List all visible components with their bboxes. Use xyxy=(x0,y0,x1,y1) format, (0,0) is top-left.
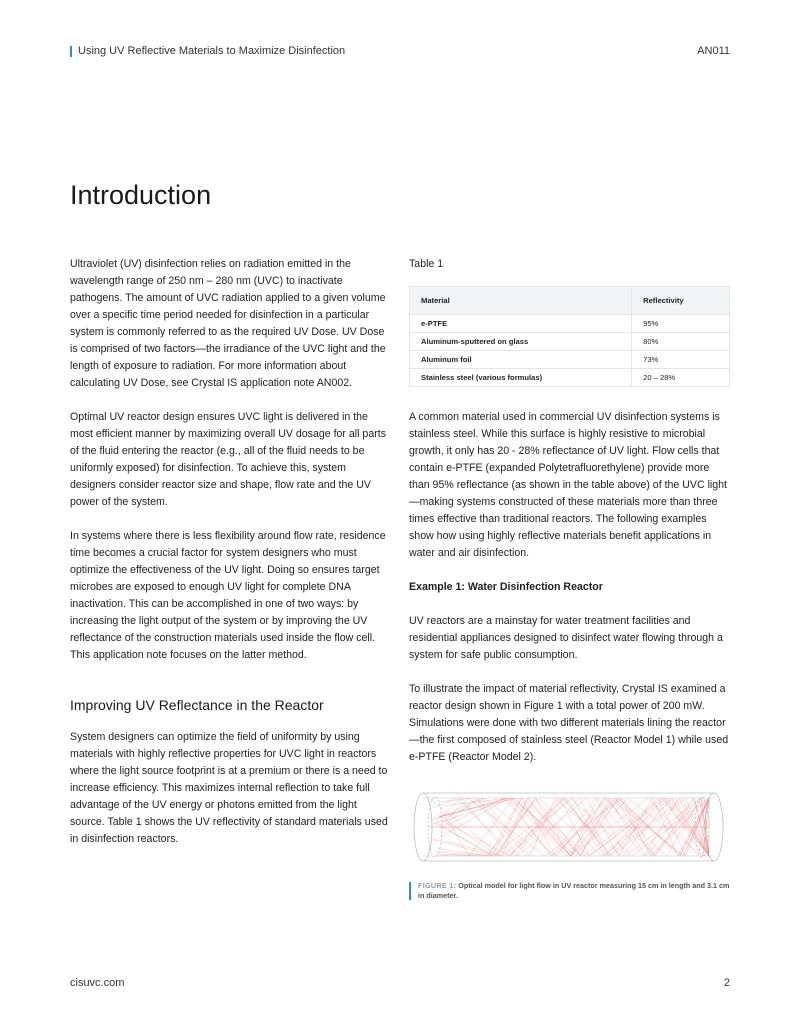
header-title: Using UV Reflective Materials to Maximize Disinfection xyxy=(78,45,346,57)
table-cell-material: Aluminum foil xyxy=(410,351,632,369)
figure-caption-text: Optical model for light flow in UV reactor measuring 15 cm in length and 3.1 cm in diameter. xyxy=(418,881,730,900)
intro-paragraph-3: In systems where there is less flexibility around flow rate, residence time becomes a crucial factor for system designers who must optimize the effectiveness of the UV light. Doing so ensures target microbes are exposed to enough UV light for complete DNA inactivation. This can be accomplished in one of two ways: by increasing the light output of the system or by improving the UV reflectance of the construction materials used inside the flow cell. This application note focuses on the latter method. xyxy=(70,530,386,661)
left-column xyxy=(70,256,392,865)
footer-site: cisuvc.com xyxy=(70,977,125,989)
table-header-row xyxy=(410,287,730,315)
table-row xyxy=(410,369,730,387)
right-paragraph-2: UV reactors are a mainstay for water treatment facilities and residential appliances designed to disinfect water flowing through a system for safe public consumption. xyxy=(409,615,723,661)
table-row xyxy=(410,315,730,333)
header-doc-code: AN011 xyxy=(697,45,730,57)
table-cell-reflectivity: 95% xyxy=(632,315,730,333)
reflectivity-table xyxy=(409,286,730,387)
table-row xyxy=(410,351,730,369)
table-header-reflectivity: Reflectivity xyxy=(632,287,730,315)
section-paragraph: System designers can optimize the field of uniformity by using materials with highly reflective properties for UVC light in reactors where the light source footprint is at a premium or there is a need to increase efficiency. This maximizes internal reflection to take full advantage of the UV energy or photons emitted from the light source. Table 1 shows the UV reflectivity of standard materials used in disinfection reactors. xyxy=(70,731,388,845)
right-column xyxy=(409,256,730,901)
page-title: Introduction xyxy=(70,180,212,210)
table-header-material: Material xyxy=(410,287,632,315)
table-cell-reflectivity: 80% xyxy=(632,333,730,351)
intro-paragraph-2: Optimal UV reactor design ensures UVC light is delivered in the most efficient manner by maximizing overall UV dosage for all parts of the fluid entering the reactor (e.g., all of the fluid needs to be uniformly exposed) for disinfection. To achieve this, system designers consider reactor size and shape, flow rate and the UV power of the system. xyxy=(70,411,386,508)
figure-caption xyxy=(409,881,730,901)
figure-caption-accent-bar xyxy=(409,882,411,900)
table-cell-reflectivity: 73% xyxy=(632,351,730,369)
section-heading: Improving UV Reflectance in the Reactor xyxy=(70,697,324,713)
intro-paragraph-1: Ultraviolet (UV) disinfection relies on radiation emitted in the wavelength range of 250 nm – 280 nm (UVC) to inactivate pathogens. The amount of UVC radiation applied to a given volume over a specific time period needed for disinfection in a particular system is commonly referred to as the required UV Dose. UV Dose is comprised of two factors—the irradiance of the UVC light and the length of exposure to radiation. For more information about calculating UV Dose, see Crystal IS application note AN002. xyxy=(70,258,386,389)
reactor-optical-model-figure xyxy=(409,787,730,867)
figure-label: FIGURE 1: xyxy=(418,881,457,890)
table-cell-reflectivity: 20 – 28% xyxy=(632,369,730,387)
right-paragraph-1: A common material used in commercial UV disinfection systems is stainless steel. While this surface is highly resistive to microbial growth, it only has 20 - 28% reflectance of UV light. Flow cells that contain e-PTFE (expanded Polytetrafluorethylene) provide more than 95% reflectance (as shown in the table above) of the UVC light—making systems constructed of these materials more than three times effective than traditional reactors. The following examples show how using highly reflective materials benefit applications in water and air disinfection. xyxy=(409,411,727,559)
page-number: 2 xyxy=(723,977,730,989)
page-header xyxy=(70,45,730,59)
example-heading: Example 1: Water Disinfection Reactor xyxy=(409,581,603,593)
table-row xyxy=(410,333,730,351)
header-accent-bar xyxy=(70,46,72,57)
table-cell-material: Aluminum-sputtered on glass xyxy=(410,333,632,351)
light-rays xyxy=(429,798,709,856)
table-caption: Table 1 xyxy=(409,258,444,270)
right-paragraph-3: To illustrate the impact of material reflectivity, Crystal IS examined a reactor design shown in Figure 1 with a total power of 200 mW. Simulations were done with two different materials lining the reactor—the first composed of stainless steel (Reactor Model 1) while used e-PTFE (Reactor Model 2). xyxy=(409,683,729,763)
table-cell-material: Stainless steel (various formulas) xyxy=(410,369,632,387)
table-cell-material: e-PTFE xyxy=(410,315,632,333)
